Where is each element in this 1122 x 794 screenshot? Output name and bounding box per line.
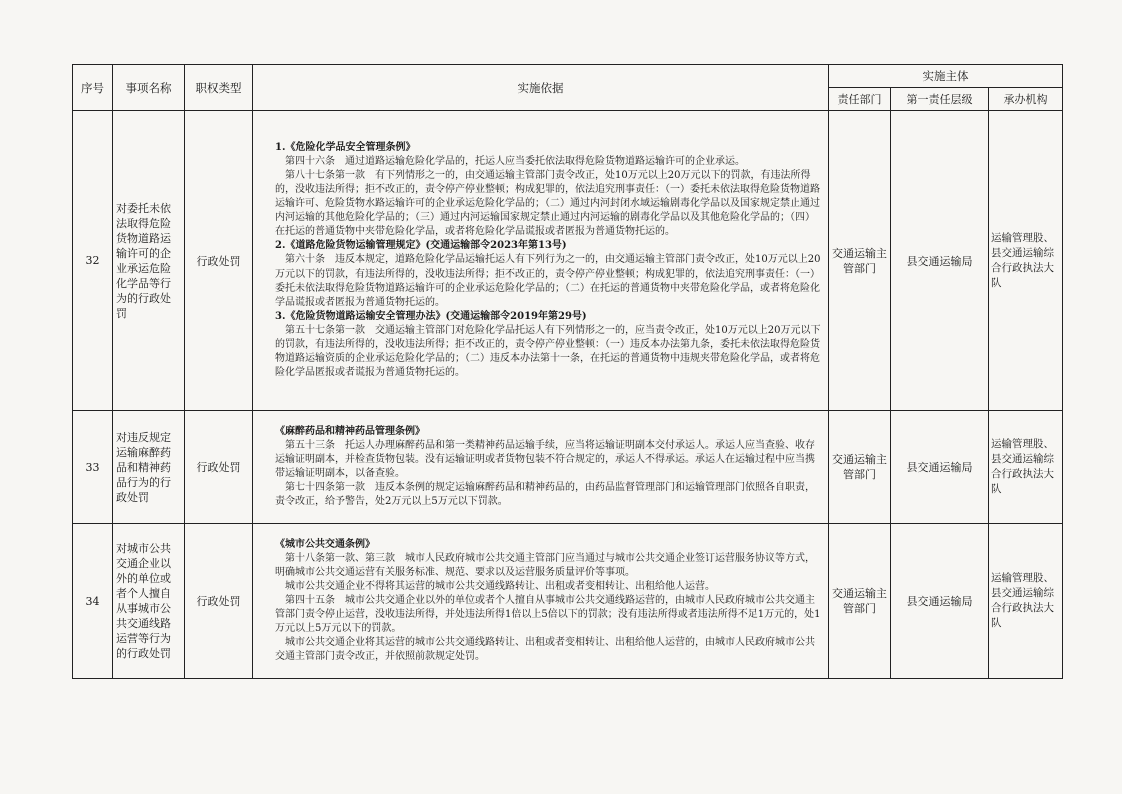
- row-duty-type: 行政处罚: [185, 111, 253, 411]
- basis-law-title: 《城市公共交通条例》: [275, 538, 375, 550]
- basis-paragraph: 第五十三条 托运人办理麻醉药品和第一类精神药品运输手续，应当将运输证明副本交付承运人。承运人应当查验、收存运输证明副本，并检查货物包装。没有运输证明或者货物包装不符合规定的，承运人不得承运。承运人在运输过程中应当携带运输证明副本，以备查验。: [275, 439, 815, 479]
- header-subject: 实施主体: [829, 65, 1063, 88]
- basis-paragraph: 第七十四条第一款 违反本条例的规定运输麻醉药品和精神药品的，由药品监督管理部门和运输管理部门依照各自职责，责令改正，给予警告，处2万元以上5万元以下罚款。: [275, 482, 815, 508]
- basis-paragraph: 第六十条 违反本规定，道路危险化学品运输托运人有下列行为之一的，由交通运输主管部门责令改正，处10万元以上20万元以下的罚款，有违法所得的，没收违法所得；拒不改正的，责令停产停业整顿；构成犯罪的，依法追究刑事责任：（一）委托未依法取得危险货物道路运输许可的企业承运危险化学品的；（二）在托运的普通货物中夹带危险化学品，或者将危险化学品谎报或者匿报为普通货物托运的。: [275, 254, 821, 308]
- row-agency: 运输管理股、县交通运输综合行政执法大队: [989, 111, 1063, 411]
- enforcement-table: [72, 64, 1063, 679]
- row-seq: 34: [73, 524, 113, 679]
- header-first-level: 第一责任层级: [891, 88, 989, 111]
- row-first-level: 县交通运输局: [891, 111, 989, 411]
- header-agency: 承办机构: [989, 88, 1063, 111]
- basis-law-title: 1.《危险化学品安全管理条例》: [275, 141, 416, 153]
- header-resp-dept: 责任部门: [829, 88, 891, 111]
- basis-law-title: 2.《道路危险货物运输管理规定》(交通运输部令2023年第13号): [275, 240, 567, 252]
- row-seq: 32: [73, 111, 113, 411]
- basis-law-title: 3.《危险货物道路运输安全管理办法》(交通运输部令2019年第29号): [275, 310, 587, 322]
- row-item-name: 对违反规定运输麻醉药品和精神药品行为的行政处罚: [113, 411, 185, 524]
- table-row: [73, 111, 1063, 411]
- row-duty-type: 行政处罚: [185, 524, 253, 679]
- header-basis: 实施依据: [253, 65, 829, 111]
- row-resp-dept: 交通运输主管部门: [829, 524, 891, 679]
- table-row: [73, 524, 1063, 679]
- row-agency: 运输管理股、县交通运输综合行政执法大队: [989, 411, 1063, 524]
- header-duty-type: 职权类型: [185, 65, 253, 111]
- basis-paragraph: 第八十七条第一款 有下列情形之一的，由交通运输主管部门责令改正，处10万元以上20万元以下的罚款，有违法所得的，没收违法所得；拒不改正的，责令停产停业整顿；构成犯罪的，依法追究刑事责任：（一）委托未依法取得危险货物道路运输许可、危险货物水路运输许可的企业承运危险化学品的；（二）通过内河封闭水域运输剧毒化学品以及国家规定禁止通过内河运输的其他危险化学品的；（三）通过内河运输国家规定禁止通过内河运输的剧毒化学品以及其他危险化学品的；（四）在托运的普通货物中夹带危险化学品，或者将危险化学品谎报或者匿报为普通货物托运的。: [275, 169, 820, 238]
- row-resp-dept: 交通运输主管部门: [829, 411, 891, 524]
- basis-paragraph: 第十八条第一款、第三款 城市人民政府城市公共交通主管部门应当通过与城市公共交通企业签订运营服务协议等方式，明确城市公共交通运营有关服务标准、规范、要求以及运营服务质量评价等事项。: [275, 552, 815, 578]
- table-row: [73, 411, 1063, 524]
- header-seq: 序号: [73, 65, 113, 111]
- row-first-level: 县交通运输局: [891, 524, 989, 679]
- row-item-name: 对城市公共交通企业以外的单位或者个人擅自从事城市公共交通线路运营等行为的行政处罚: [113, 524, 185, 679]
- row-duty-type: 行政处罚: [185, 411, 253, 524]
- row-basis: [253, 411, 829, 524]
- basis-law-title: 《麻醉药品和精神药品管理条例》: [275, 425, 425, 437]
- basis-paragraph: 第五十七条第一款 交通运输主管部门对危险化学品托运人有下列情形之一的，应当责令改正，处10万元以上20万元以下的罚款，有违法所得的，没收违法所得；拒不改正的，责令停产停业整顿：（一）违反本办法第九条，委托未依法取得危险货物道路运输资质的企业承运危险化学品的；（二）违反本办法第十一条，在托运的普通货物中违规夹带危险化学品，或者将危险化学品匿报或者谎报为普通货物托运的。: [275, 324, 821, 379]
- basis-paragraph: 第四十五条 城市公共交通企业以外的单位或者个人擅自从事城市公共交通线路运营的，由城市人民政府城市公共交通主管部门责令停止运营，没收违法所得，并处违法所得1倍以上5倍以下的罚款；没有违法所得或者违法所得不足1万元的，处1万元以上5万元以下的罚款。: [275, 594, 821, 635]
- basis-paragraph: 第四十六条 通过道路运输危险化学品的，托运人应当委托依法取得危险货物道路运输许可的企业承运。: [285, 155, 745, 167]
- row-basis: [253, 111, 829, 411]
- basis-paragraph: 城市公共交通企业将其运营的城市公共交通线路转让、出租或者变相转让、出租给他人运营的，由城市人民政府城市公共交通主管部门责令改正，并依照前款规定处罚。: [275, 637, 815, 663]
- row-basis: [253, 524, 829, 679]
- header-item-name: 事项名称: [113, 65, 185, 111]
- basis-paragraph: 城市公共交通企业不得将其运营的城市公共交通线路转让、出租或者变相转让、出租给他人运营。: [285, 580, 715, 592]
- row-resp-dept: 交通运输主管部门: [829, 111, 891, 411]
- row-seq: 33: [73, 411, 113, 524]
- row-agency: 运输管理股、县交通运输综合行政执法大队: [989, 524, 1063, 679]
- row-first-level: 县交通运输局: [891, 411, 989, 524]
- row-item-name: 对委托未依法取得危险货物道路运输许可的企业承运危险化学品等行为的行政处罚: [113, 111, 185, 411]
